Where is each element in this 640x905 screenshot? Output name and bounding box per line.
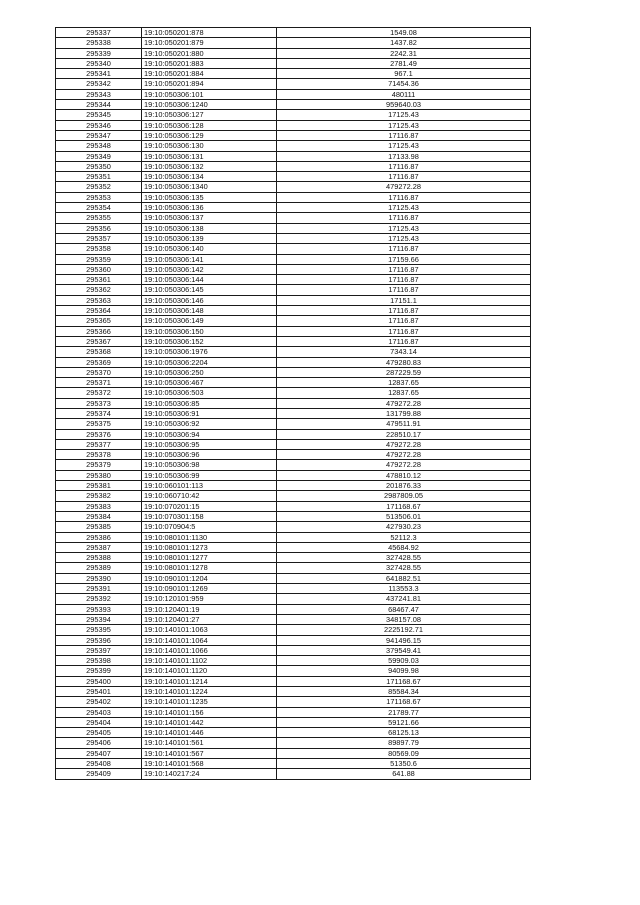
amount-value-cell: 348157.08	[277, 614, 531, 624]
record-number-cell: 295387	[56, 542, 142, 552]
cadastral-number-cell: 19:10:080101:1273	[142, 542, 277, 552]
record-number-cell: 295400	[56, 676, 142, 686]
table-row	[56, 182, 531, 192]
record-number-cell: 295407	[56, 748, 142, 758]
table-row	[56, 244, 531, 254]
record-number-cell: 295347	[56, 130, 142, 140]
cadastral-number-cell: 19:10:140101:1120	[142, 666, 277, 676]
amount-value-cell: 437241.81	[277, 594, 531, 604]
record-number-cell: 295405	[56, 728, 142, 738]
amount-value-cell: 2225192.71	[277, 625, 531, 635]
record-number-cell: 295342	[56, 79, 142, 89]
record-number-cell: 295401	[56, 687, 142, 697]
record-number-cell: 295377	[56, 439, 142, 449]
table-row	[56, 120, 531, 130]
amount-value-cell: 17151.1	[277, 295, 531, 305]
record-number-cell: 295365	[56, 316, 142, 326]
table-row	[56, 367, 531, 377]
amount-value-cell: 1437.82	[277, 38, 531, 48]
amount-value-cell: 641.88	[277, 769, 531, 779]
record-number-cell: 295389	[56, 563, 142, 573]
table-row	[56, 58, 531, 68]
record-number-cell: 295359	[56, 254, 142, 264]
record-number-cell: 295339	[56, 48, 142, 58]
amount-value-cell: 17116.87	[277, 244, 531, 254]
amount-value-cell: 2987809.05	[277, 491, 531, 501]
cadastral-number-cell: 19:10:140101:1066	[142, 645, 277, 655]
record-number-cell: 295381	[56, 481, 142, 491]
cadastral-number-cell: 19:10:140101:1102	[142, 656, 277, 666]
amount-value-cell: 12837.65	[277, 388, 531, 398]
cadastral-number-cell: 19:10:080101:1130	[142, 532, 277, 542]
amount-value-cell: 59121.66	[277, 717, 531, 727]
cadastral-number-cell: 19:10:140101:446	[142, 728, 277, 738]
table-row	[56, 316, 531, 326]
record-number-cell: 295366	[56, 326, 142, 336]
record-number-cell: 295391	[56, 584, 142, 594]
record-number-cell: 295355	[56, 213, 142, 223]
record-number-cell: 295388	[56, 553, 142, 563]
amount-value-cell: 71454.36	[277, 79, 531, 89]
record-number-cell: 295356	[56, 223, 142, 233]
table-row	[56, 275, 531, 285]
cadastral-number-cell: 19:10:140101:1214	[142, 676, 277, 686]
record-number-cell: 295384	[56, 511, 142, 521]
table-row	[56, 306, 531, 316]
record-number-cell: 295337	[56, 28, 142, 38]
record-number-cell: 295348	[56, 141, 142, 151]
cadastral-number-cell: 19:10:120401:19	[142, 604, 277, 614]
table-row	[56, 388, 531, 398]
table-body	[56, 28, 531, 780]
table-row	[56, 233, 531, 243]
record-number-cell: 295353	[56, 192, 142, 202]
table-row	[56, 419, 531, 429]
record-number-cell: 295358	[56, 244, 142, 254]
amount-value-cell: 479272.28	[277, 182, 531, 192]
table-row	[56, 491, 531, 501]
amount-value-cell: 479272.28	[277, 439, 531, 449]
amount-value-cell: 17116.87	[277, 316, 531, 326]
table-row	[56, 470, 531, 480]
record-number-cell: 295354	[56, 203, 142, 213]
cadastral-number-cell: 19:10:050306:85	[142, 398, 277, 408]
cadastral-number-cell: 19:10:050306:1240	[142, 100, 277, 110]
table-row	[56, 656, 531, 666]
table-row	[56, 460, 531, 470]
amount-value-cell: 479272.28	[277, 460, 531, 470]
amount-value-cell: 85584.34	[277, 687, 531, 697]
record-number-cell: 295402	[56, 697, 142, 707]
table-row	[56, 192, 531, 202]
cadastral-number-cell: 19:10:080101:1277	[142, 553, 277, 563]
amount-value-cell: 131799.88	[277, 408, 531, 418]
amount-value-cell: 2781.49	[277, 58, 531, 68]
table-row	[56, 48, 531, 58]
cadastral-number-cell: 19:10:060710:42	[142, 491, 277, 501]
amount-value-cell: 21789.77	[277, 707, 531, 717]
table-row	[56, 511, 531, 521]
cadastral-number-cell: 19:10:060101:113	[142, 481, 277, 491]
cadastral-number-cell: 19:10:090101:1269	[142, 584, 277, 594]
record-number-cell: 295345	[56, 110, 142, 120]
amount-value-cell: 45684.92	[277, 542, 531, 552]
record-number-cell: 295344	[56, 100, 142, 110]
amount-value-cell: 17116.87	[277, 172, 531, 182]
table-row	[56, 161, 531, 171]
cadastral-number-cell: 19:10:050306:149	[142, 316, 277, 326]
record-number-cell: 295338	[56, 38, 142, 48]
amount-value-cell: 17116.87	[277, 213, 531, 223]
cadastral-number-cell: 19:10:140101:1064	[142, 635, 277, 645]
amount-value-cell: 513506.01	[277, 511, 531, 521]
record-number-cell: 295393	[56, 604, 142, 614]
cadastral-number-cell: 19:10:050201:879	[142, 38, 277, 48]
amount-value-cell: 1549.08	[277, 28, 531, 38]
cadastral-number-cell: 19:10:050306:503	[142, 388, 277, 398]
amount-value-cell: 201876.33	[277, 481, 531, 491]
record-number-cell: 295372	[56, 388, 142, 398]
amount-value-cell: 17116.87	[277, 161, 531, 171]
data-table	[55, 27, 531, 780]
amount-value-cell: 479280.83	[277, 357, 531, 367]
amount-value-cell: 17116.87	[277, 336, 531, 346]
record-number-cell: 295352	[56, 182, 142, 192]
table-row	[56, 439, 531, 449]
cadastral-number-cell: 19:10:050306:136	[142, 203, 277, 213]
table-row	[56, 110, 531, 120]
cadastral-number-cell: 19:10:140101:156	[142, 707, 277, 717]
table-row	[56, 38, 531, 48]
cadastral-number-cell: 19:10:050306:250	[142, 367, 277, 377]
cadastral-number-cell: 19:10:140101:561	[142, 738, 277, 748]
record-number-cell: 295385	[56, 522, 142, 532]
table-row	[56, 450, 531, 460]
cadastral-number-cell: 19:10:140101:568	[142, 759, 277, 769]
amount-value-cell: 479272.28	[277, 450, 531, 460]
record-number-cell: 295341	[56, 69, 142, 79]
cadastral-number-cell: 19:10:120401:27	[142, 614, 277, 624]
table-row	[56, 79, 531, 89]
table-row	[56, 357, 531, 367]
cadastral-number-cell: 19:10:050306:132	[142, 161, 277, 171]
cadastral-number-cell: 19:10:050306:138	[142, 223, 277, 233]
record-number-cell: 295380	[56, 470, 142, 480]
amount-value-cell: 17125.43	[277, 203, 531, 213]
cadastral-number-cell: 19:10:140101:442	[142, 717, 277, 727]
record-number-cell: 295386	[56, 532, 142, 542]
table-row	[56, 203, 531, 213]
table-row	[56, 697, 531, 707]
table-row	[56, 594, 531, 604]
record-number-cell: 295394	[56, 614, 142, 624]
record-number-cell: 295360	[56, 264, 142, 274]
amount-value-cell: 967.1	[277, 69, 531, 79]
table-row	[56, 429, 531, 439]
record-number-cell: 295361	[56, 275, 142, 285]
table-row	[56, 89, 531, 99]
table-row	[56, 130, 531, 140]
table-row	[56, 481, 531, 491]
table-row	[56, 28, 531, 38]
amount-value-cell: 17116.87	[277, 192, 531, 202]
cadastral-number-cell: 19:10:070201:15	[142, 501, 277, 511]
amount-value-cell: 479511.91	[277, 419, 531, 429]
record-number-cell: 295350	[56, 161, 142, 171]
table-row	[56, 295, 531, 305]
cadastral-number-cell: 19:10:140101:1235	[142, 697, 277, 707]
amount-value-cell: 641882.51	[277, 573, 531, 583]
cadastral-number-cell: 19:10:050306:139	[142, 233, 277, 243]
record-number-cell: 295376	[56, 429, 142, 439]
cadastral-number-cell: 19:10:070301:158	[142, 511, 277, 521]
cadastral-number-cell: 19:10:050306:146	[142, 295, 277, 305]
cadastral-number-cell: 19:10:050306:95	[142, 439, 277, 449]
table-row	[56, 687, 531, 697]
table-row	[56, 347, 531, 357]
amount-value-cell: 171168.67	[277, 697, 531, 707]
record-number-cell: 295396	[56, 635, 142, 645]
table-row	[56, 645, 531, 655]
record-number-cell: 295395	[56, 625, 142, 635]
record-number-cell: 295357	[56, 233, 142, 243]
amount-value-cell: 171168.67	[277, 676, 531, 686]
record-number-cell: 295392	[56, 594, 142, 604]
cadastral-number-cell: 19:10:050306:145	[142, 285, 277, 295]
cadastral-number-cell: 19:10:050306:101	[142, 89, 277, 99]
amount-value-cell: 59909.03	[277, 656, 531, 666]
cadastral-number-cell: 19:10:050306:135	[142, 192, 277, 202]
amount-value-cell: 327428.55	[277, 553, 531, 563]
cadastral-number-cell: 19:10:050201:878	[142, 28, 277, 38]
table-row	[56, 666, 531, 676]
record-number-cell: 295399	[56, 666, 142, 676]
amount-value-cell: 17125.43	[277, 233, 531, 243]
amount-value-cell: 327428.55	[277, 563, 531, 573]
cadastral-number-cell: 19:10:050306:2204	[142, 357, 277, 367]
amount-value-cell: 17116.87	[277, 326, 531, 336]
amount-value-cell: 17116.87	[277, 285, 531, 295]
table-row	[56, 100, 531, 110]
amount-value-cell: 17133.98	[277, 151, 531, 161]
record-number-cell: 295364	[56, 306, 142, 316]
amount-value-cell: 113553.3	[277, 584, 531, 594]
record-number-cell: 295397	[56, 645, 142, 655]
amount-value-cell: 68467.47	[277, 604, 531, 614]
record-number-cell: 295409	[56, 769, 142, 779]
amount-value-cell: 228510.17	[277, 429, 531, 439]
record-number-cell: 295408	[56, 759, 142, 769]
amount-value-cell: 427930.23	[277, 522, 531, 532]
cadastral-number-cell: 19:10:140101:1224	[142, 687, 277, 697]
cadastral-number-cell: 19:10:050306:150	[142, 326, 277, 336]
cadastral-number-cell: 19:10:050306:99	[142, 470, 277, 480]
table-row	[56, 378, 531, 388]
cadastral-number-cell: 19:10:050201:883	[142, 58, 277, 68]
record-number-cell: 295379	[56, 460, 142, 470]
amount-value-cell: 17125.43	[277, 120, 531, 130]
table-row	[56, 584, 531, 594]
table-row	[56, 326, 531, 336]
amount-value-cell: 479272.28	[277, 398, 531, 408]
cadastral-number-cell: 19:10:140101:1063	[142, 625, 277, 635]
record-number-cell: 295340	[56, 58, 142, 68]
record-number-cell: 295403	[56, 707, 142, 717]
cadastral-number-cell: 19:10:050306:144	[142, 275, 277, 285]
cadastral-number-cell: 19:10:050306:1976	[142, 347, 277, 357]
record-number-cell: 295349	[56, 151, 142, 161]
record-number-cell: 295351	[56, 172, 142, 182]
cadastral-number-cell: 19:10:050306:91	[142, 408, 277, 418]
table-row	[56, 542, 531, 552]
amount-value-cell: 17159.66	[277, 254, 531, 264]
table-row	[56, 501, 531, 511]
table-row	[56, 707, 531, 717]
cadastral-number-cell: 19:10:050306:131	[142, 151, 277, 161]
cadastral-number-cell: 19:10:050306:127	[142, 110, 277, 120]
table-row	[56, 676, 531, 686]
cadastral-number-cell: 19:10:050306:130	[142, 141, 277, 151]
table-row	[56, 573, 531, 583]
amount-value-cell: 52112.3	[277, 532, 531, 542]
table-row	[56, 254, 531, 264]
amount-value-cell: 171168.67	[277, 501, 531, 511]
table-row	[56, 625, 531, 635]
cadastral-number-cell: 19:10:050306:467	[142, 378, 277, 388]
cadastral-number-cell: 19:10:090101:1204	[142, 573, 277, 583]
record-number-cell: 295398	[56, 656, 142, 666]
cadastral-number-cell: 19:10:050306:96	[142, 450, 277, 460]
amount-value-cell: 379549.41	[277, 645, 531, 655]
record-number-cell: 295406	[56, 738, 142, 748]
record-number-cell: 295362	[56, 285, 142, 295]
table-row	[56, 738, 531, 748]
record-number-cell: 295371	[56, 378, 142, 388]
table-row	[56, 264, 531, 274]
table-row	[56, 759, 531, 769]
cadastral-number-cell: 19:10:050306:128	[142, 120, 277, 130]
table-row	[56, 172, 531, 182]
record-number-cell: 295383	[56, 501, 142, 511]
cadastral-number-cell: 19:10:050306:92	[142, 419, 277, 429]
cadastral-number-cell: 19:10:050306:140	[142, 244, 277, 254]
amount-value-cell: 7343.14	[277, 347, 531, 357]
table-row	[56, 522, 531, 532]
table-row	[56, 728, 531, 738]
record-number-cell: 295382	[56, 491, 142, 501]
record-number-cell: 295369	[56, 357, 142, 367]
table-row	[56, 408, 531, 418]
record-number-cell: 295368	[56, 347, 142, 357]
cadastral-number-cell: 19:10:070904:5	[142, 522, 277, 532]
table-row	[56, 604, 531, 614]
cadastral-number-cell: 19:10:050306:152	[142, 336, 277, 346]
amount-value-cell: 480111	[277, 89, 531, 99]
cadastral-number-cell: 19:10:140101:567	[142, 748, 277, 758]
cadastral-number-cell: 19:10:050306:1340	[142, 182, 277, 192]
amount-value-cell: 68125.13	[277, 728, 531, 738]
cadastral-number-cell: 19:10:050306:129	[142, 130, 277, 140]
table-row	[56, 635, 531, 645]
amount-value-cell: 2242.31	[277, 48, 531, 58]
table-row	[56, 614, 531, 624]
cadastral-number-cell: 19:10:050201:880	[142, 48, 277, 58]
cadastral-number-cell: 19:10:050306:142	[142, 264, 277, 274]
table-row	[56, 336, 531, 346]
table-row	[56, 223, 531, 233]
amount-value-cell: 17116.87	[277, 264, 531, 274]
table-row	[56, 532, 531, 542]
cadastral-number-cell: 19:10:050306:94	[142, 429, 277, 439]
cadastral-number-cell: 19:10:050306:141	[142, 254, 277, 264]
cadastral-number-cell: 19:10:120101:959	[142, 594, 277, 604]
amount-value-cell: 89897.79	[277, 738, 531, 748]
amount-value-cell: 17125.43	[277, 110, 531, 120]
table-row	[56, 717, 531, 727]
record-number-cell: 295375	[56, 419, 142, 429]
record-number-cell: 295373	[56, 398, 142, 408]
record-number-cell: 295374	[56, 408, 142, 418]
amount-value-cell: 17125.43	[277, 223, 531, 233]
table-row	[56, 141, 531, 151]
amount-value-cell: 80569.09	[277, 748, 531, 758]
record-number-cell: 295390	[56, 573, 142, 583]
record-number-cell: 295363	[56, 295, 142, 305]
table-row	[56, 151, 531, 161]
cadastral-number-cell: 19:10:050306:148	[142, 306, 277, 316]
record-number-cell: 295378	[56, 450, 142, 460]
table-row	[56, 563, 531, 573]
cadastral-number-cell: 19:10:050201:884	[142, 69, 277, 79]
amount-value-cell: 959640.03	[277, 100, 531, 110]
table-row	[56, 398, 531, 408]
table-row	[56, 69, 531, 79]
amount-value-cell: 17116.87	[277, 275, 531, 285]
cadastral-number-cell: 19:10:050306:134	[142, 172, 277, 182]
record-number-cell: 295404	[56, 717, 142, 727]
record-number-cell: 295370	[56, 367, 142, 377]
table-row	[56, 285, 531, 295]
table-row	[56, 769, 531, 779]
amount-value-cell: 941496.15	[277, 635, 531, 645]
record-number-cell: 295343	[56, 89, 142, 99]
amount-value-cell: 12837.65	[277, 378, 531, 388]
amount-value-cell: 287229.59	[277, 367, 531, 377]
amount-value-cell: 17116.87	[277, 306, 531, 316]
table-row	[56, 213, 531, 223]
amount-value-cell: 17125.43	[277, 141, 531, 151]
cadastral-number-cell: 19:10:050306:137	[142, 213, 277, 223]
cadastral-number-cell: 19:10:140217:24	[142, 769, 277, 779]
table-row	[56, 553, 531, 563]
amount-value-cell: 478810.12	[277, 470, 531, 480]
record-number-cell: 295346	[56, 120, 142, 130]
amount-value-cell: 51350.6	[277, 759, 531, 769]
cadastral-number-cell: 19:10:050201:894	[142, 79, 277, 89]
table-row	[56, 748, 531, 758]
record-number-cell: 295367	[56, 336, 142, 346]
amount-value-cell: 94099.98	[277, 666, 531, 676]
cadastral-number-cell: 19:10:050306:98	[142, 460, 277, 470]
amount-value-cell: 17116.87	[277, 130, 531, 140]
cadastral-number-cell: 19:10:080101:1278	[142, 563, 277, 573]
